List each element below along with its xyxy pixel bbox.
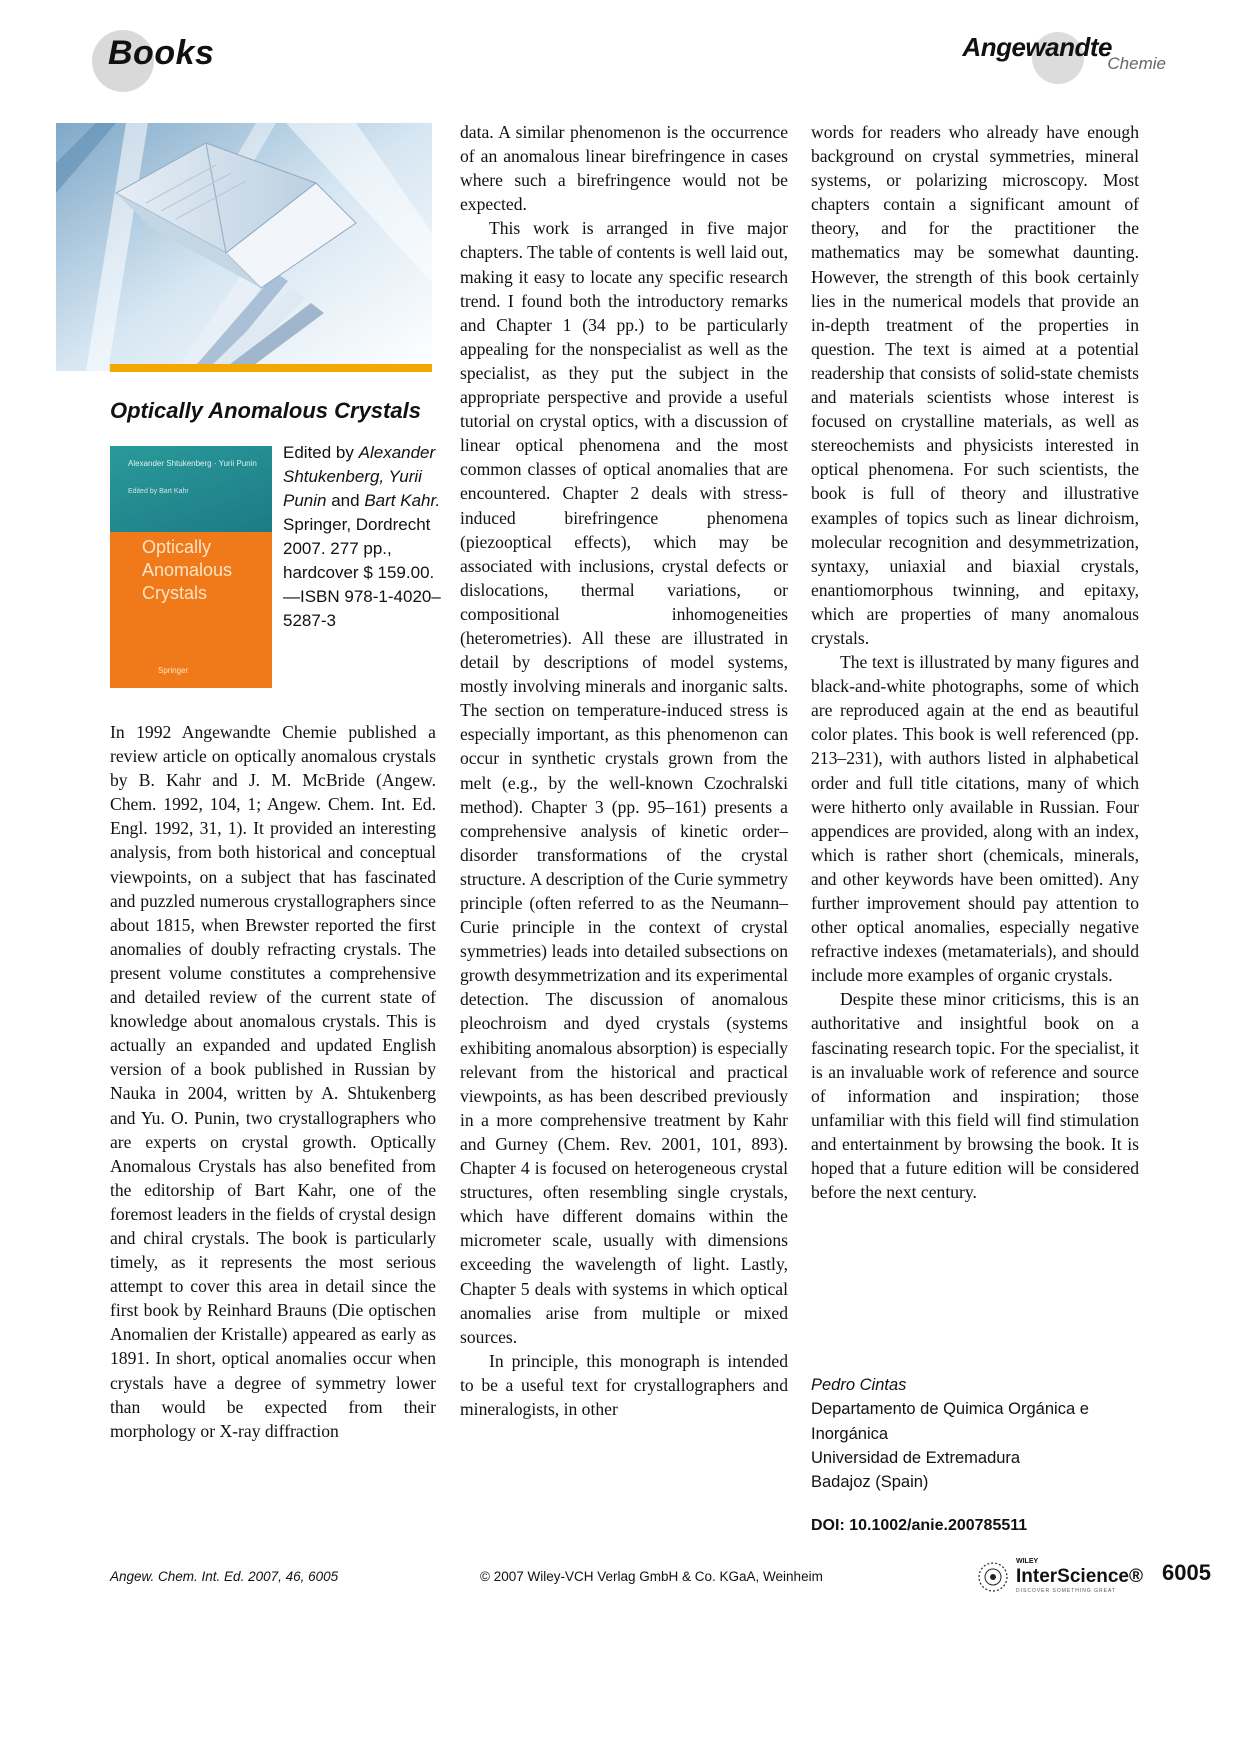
paragraph: In 1992 Angewandte Chemie published a review article on optically anomalous crystals by B. Kahr and J. M. McBride (Angew. Chem. 1992, 104, 1; Angew. Chem. Int. Ed. Engl. 1992, 31, 1). It provided an interesting analysis, from both historical and conceptual viewpoints, on a subject that has fascinated and puzzled numerous crystallographers since about 1815, when Brewster reported the first anomalies of doubly refracting crystals. The present volume constitutes a comprehensive and detailed review of the current state of knowledge about anomalous crystals. This is actually an expanded and updated English version of a book published in Russian by Nauka in 2004, written by A. Shtukenberg and Yu. O. Punin, two crystallographers who are experts on crystal growth. Optically Anomalous Crystals has also benefited from the editorship of Bart Kahr, one of the foremost leaders in the fields of crystal design and chiral crystals. The book is particularly timely, as it represents the most serious attempt to cover this area in detail since the first book by Reinhard Brauns (Die optischen Anomalien der Kristalle) appeared as early as 1891. In short, optical anomalies occur when crystals have a degree of symmetry lower than would be expected from their morphology or X-ray diffraction	[110, 722, 436, 1441]
book-stack-illustration	[56, 123, 432, 371]
publisher-info: Springer, Dordrecht 2007.	[283, 515, 431, 558]
doi: DOI: 10.1002/anie.200785511	[811, 1517, 1028, 1534]
heading-accent-bar	[110, 364, 432, 372]
and-word: and	[331, 491, 360, 510]
footer-copyright: © 2007 Wiley-VCH Verlag GmbH & Co. KGaA, Weinheim	[480, 1569, 823, 1584]
reviewer-block	[811, 1373, 1141, 1494]
cover-authors: Alexander Shtukenberg · Yurii Punin	[128, 459, 257, 468]
logo-wiley: WILEY	[1016, 1558, 1039, 1565]
footer-citation: Angew. Chem. Int. Ed. 2007, 46, 6005	[110, 1569, 339, 1584]
section-title: Books	[108, 34, 215, 72]
article-column-1	[110, 720, 436, 1443]
journal-subtitle: Chemie	[1107, 54, 1166, 73]
price-isbn: $ 159.00.—ISBN 978-1-4020–5287-3	[283, 563, 441, 630]
journal-logo	[962, 30, 1166, 90]
journal-name: Angewandte	[962, 32, 1112, 62]
article-column-3	[811, 120, 1139, 1204]
cover-title: Optically Anomalous Crystals	[142, 537, 233, 603]
edited-by-label: Edited by	[283, 443, 354, 462]
cover-editor: Edited by Bart Kahr	[128, 488, 189, 495]
logo-tagline: DISCOVER SOMETHING GREAT	[1016, 1588, 1117, 1594]
book-details	[283, 441, 441, 633]
paragraph: The text is illustrated by many figures and black-and-white photographs, some of which are reproduced again at the end as beautiful color plates. This book is well referenced (pp. 213–231), with authors listed in alphabetical order and full title citations, many of which were hitherto only available in Russian. Four appendices are provided, along with an index, which is rather short (chemicals, minerals, and other keywords have been omitted). Any further improvement should pay attention to other optical anomalies, especially negative refractive indexes (metamaterials), and should include more examples of organic crystals.	[811, 652, 1139, 986]
reviewer-name: Pedro Cintas	[811, 1376, 907, 1394]
interscience-logo	[976, 1558, 1143, 1596]
globe-icon	[976, 1560, 1010, 1594]
reviewer-university: Universidad de Extremadura	[811, 1448, 1021, 1467]
article-column-2	[460, 120, 788, 1421]
book-title-heading: Optically Anomalous Crystals	[110, 398, 421, 423]
book-cover	[110, 446, 272, 688]
paragraph: data. A similar phenomenon is the occurrence of an anomalous linear birefringence in cases where such a birefringence would not be expected.	[460, 122, 788, 215]
paragraph: This work is arranged in five major chapters. The table of contents is well laid out, making it easy to locate any specific research trend. I found both the introductory remarks and Chapter 1 (34 pp.) to be particularly appealing for the nonspecialist as well as the specialist, as they put the subject in the appropriate perspective and provide a useful tutorial on crystal optics, with a discussion of linear optical phenomena and the most common classes of optical anomalies that are encountered. Chapter 2 deals with stress-induced birefringence phenomena (piezooptical effects), which may be associated with inclusions, crystal defects or dislocations, thermal variations, or compositional inhomogeneities (heterometries). All these are illustrated in detail by descriptions of model systems, mostly involving minerals and inorganic salts. The section on temperature-induced stress is especially important, as this phenomenon can occur in synthetic crystals grown from the melt (e.g., by the well-known Czochralski method). Chapter 3 (pp. 95–161) presents a comprehensive analysis of kinetic order–disorder transformations of the crystal structure. A description of the Curie symmetry principle (often referred to as the Neumann–Curie principle in the context of crystal symmetries) leads into detailed subsections on growth desymmetrization and its experimental detection. The discussion of anomalous pleochroism and dyed crystals (systems exhibiting anomalous absorption) is especially relevant from the historical and practical viewpoints, as has been described previously in a more comprehensive treatment by Kahr and Gurney (Chem. Rev. 2001, 101, 893). Chapter 4 is focused on heterogeneous crystal structures, often resembling single crystals, which have different domains within the micrometer scale, usually with dimensions exceeding the wavelength of light. Lastly, Chapter 5 deals with systems in which optical anomalies arise from multiple or mixed sources.	[460, 218, 789, 1347]
page-count: 277 pp., hardcover	[283, 539, 392, 582]
paragraph: In principle, this monograph is intended to be a useful text for crystallographers and mineralogists, in other	[460, 1350, 788, 1419]
logo-name: InterScience®	[1016, 1566, 1143, 1587]
reviewer-department: Departamento de Quimica Orgánica e Inorgánica	[811, 1400, 1089, 1443]
editor-last: Bart Kahr.	[364, 491, 441, 510]
page-number: 6005	[1162, 1560, 1211, 1585]
cover-publisher-logo: Springer	[158, 666, 189, 675]
reviewer-city: Badajoz (Spain)	[811, 1473, 929, 1492]
editor-names: Alexander Shtukenberg, Yurii Punin	[283, 443, 436, 510]
paragraph: words for readers who already have enough background on crystal symmetries, mineral systems, or polarizing microscopy. Most chapters contain a significant amount of theory, and for the practitioner the mathematics may be somewhat daunting. However, the strength of this book certainly lies in the numerical models that provide an in-depth treatment of the properties in question. The text is aimed at a potential readership that consists of solid-state chemists and materials scientists whose interest is focused on crystalline materials, as well as stereochemists and physicists interested in optical phenomena. For such scientists, the book is full of theory and illustrative examples of topics such as linear dichroism, molecular recognition and desymmetrization, syntaxy, uniaxial and biaxial crystals, enantiomorphous twinning, and epitaxy, which are properties of many anomalous crystals.	[811, 122, 1139, 648]
paragraph: Despite these minor criticisms, this is an authoritative and insightful book on a fascinating research topic. For the specialist, it is an invaluable work of reference and source of information and inspiration; those unfamiliar with this field will find stimulation and entertainment by browsing the book. It is hoped that a future edition will be considered before the next century.	[811, 989, 1139, 1203]
